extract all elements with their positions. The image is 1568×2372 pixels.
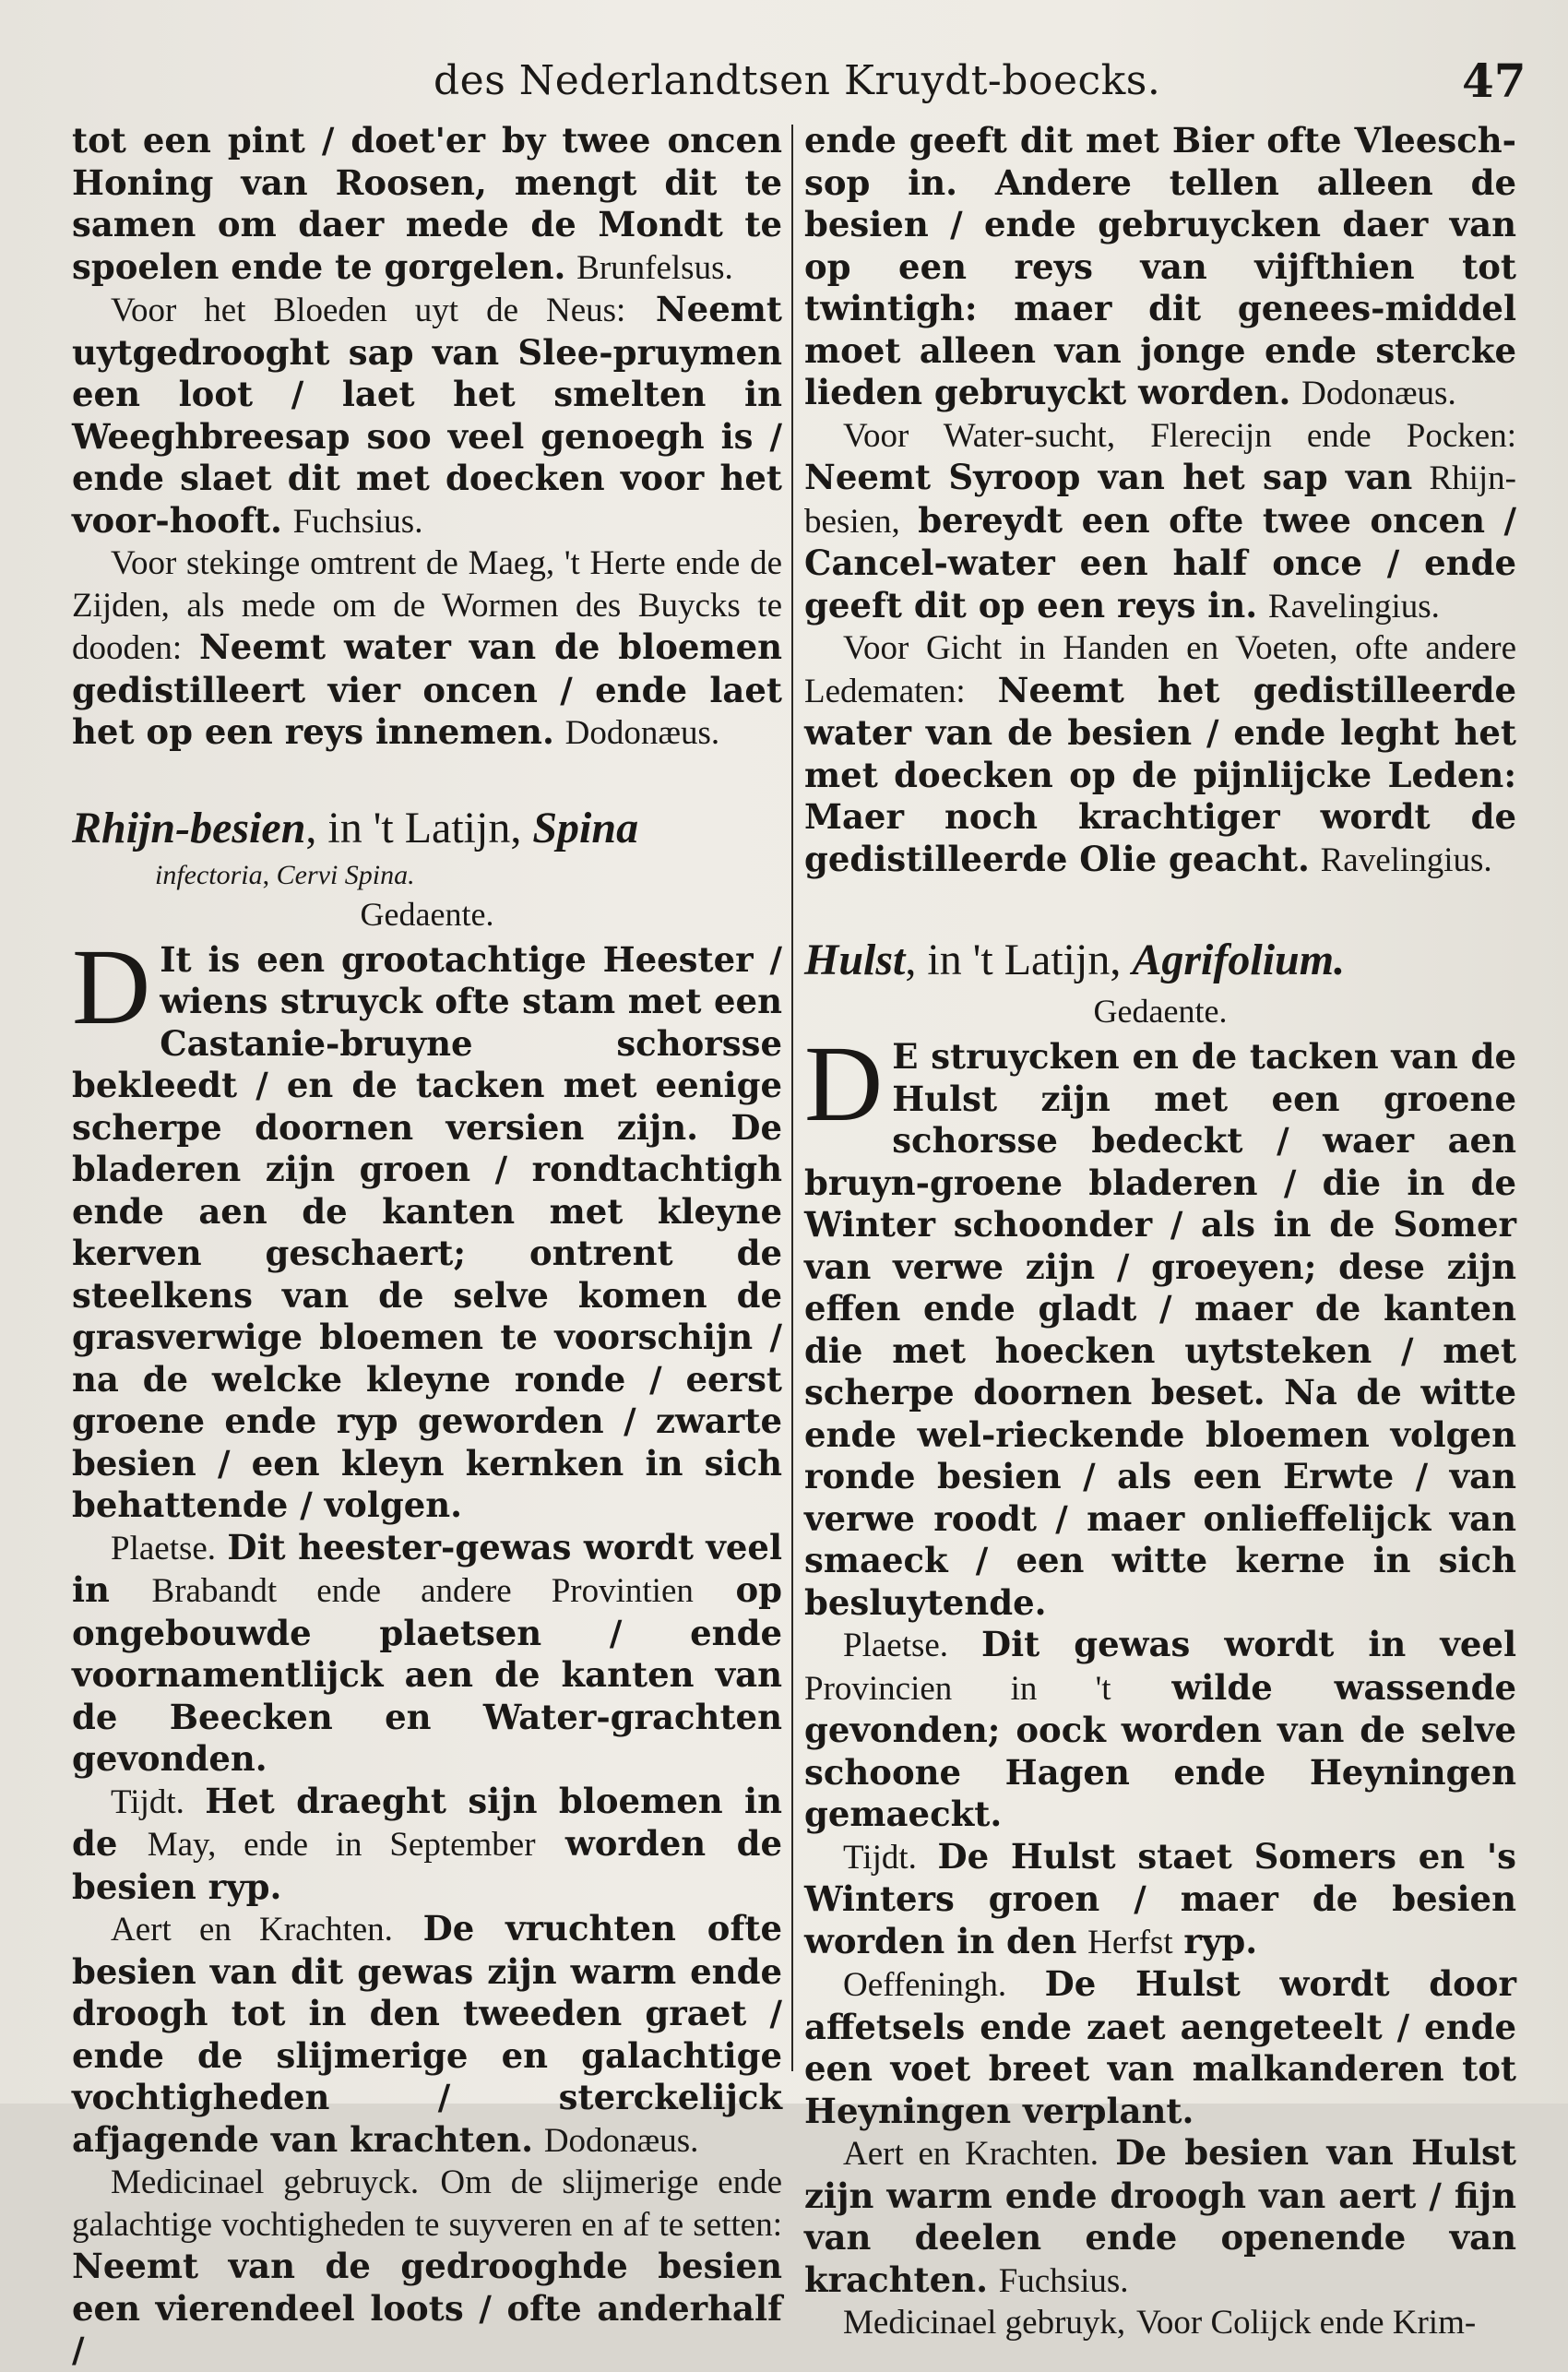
left-aert-citation: Dodonæus. xyxy=(543,2121,699,2160)
right-medic-paragraph xyxy=(804,2302,1516,2344)
right-medic-label: Medicinael gebruyk, xyxy=(843,2304,1126,2342)
right-p3-text: Neemt het gedistilleerde water van de besien / ende leght het met doecken op de pijnlijcke Leden: Maer noch krachtiger wordt de gedistilleerde Olie geacht. xyxy=(804,669,1516,879)
right-dropcap: D xyxy=(804,1023,884,1144)
column-divider xyxy=(791,125,793,2071)
right-medic-intro: Voor Colijck ende Krim- xyxy=(1135,2304,1477,2342)
right-p2-text-b: Rhijn-besien, xyxy=(804,459,1516,541)
left-aert-paragraph xyxy=(72,1908,782,2162)
left-paragraph-1 xyxy=(72,120,782,289)
right-p1-text: ende geeft dit met Bier ofte Vleesch-sop in. Andere tellen alleen de besien / ende gebruycken daer van op een reys van vijfthien tot twintigh: maer dit genees-middel moet alleen van jonge ende stercke lieden gebruyckt worden. xyxy=(804,120,1516,412)
right-oeffeningh-paragraph xyxy=(804,1963,1516,2132)
left-gedaente-label: Gedaente. xyxy=(360,895,494,933)
right-column xyxy=(804,120,1516,2344)
right-paragraph-1 xyxy=(804,120,1516,415)
right-oeffeningh-label: Oeffeningh. xyxy=(843,1966,1007,2004)
running-head xyxy=(0,54,1568,113)
right-heading-mid: , in 't Latijn, xyxy=(905,936,1122,984)
left-plaetse-text-c: op ongebouwde plaetsen / ende voornamentlijck aen de kanten van de Beecken en Water-grachten gevonden. xyxy=(72,1569,783,1779)
right-gedaente-text: E struycken en de tacken van de Hulst zijn met een groene schorsse bedeckt / waer aen bruyn-groene bladeren / die in de Winter schoonder / als in de Somer van verwe zijn / groeyen; dese zijn effen ende gladt / maer de kanten die met hoecken uytsteken / met scherpe doornen beset. Na de witte ende wel-rieckende bloemen volgen ronde besien / als een Erwte / van verwe roodt / maer onlieffelijck van smaeck / een witte kerne in sich besluytende. xyxy=(804,1036,1516,1623)
left-medic-text: Neemt van de gedrooghde besien een vierendeel loots / ofte anderhalf / xyxy=(72,2246,782,2370)
left-tijdt-paragraph xyxy=(72,1781,782,1909)
right-plaetse-label: Plaetse. xyxy=(843,1627,949,1664)
left-column xyxy=(72,120,782,2372)
left-paragraph-3 xyxy=(72,542,782,755)
right-aert-citation: Fuchsius. xyxy=(998,2261,1129,2300)
right-section-heading xyxy=(804,935,1516,986)
right-p3-citation: Ravelingius. xyxy=(1320,840,1492,879)
running-title: des Nederlandtsen Kruydt-boecks. xyxy=(434,57,1161,104)
right-p1-citation: Dodonæus. xyxy=(1301,375,1456,412)
right-heading-name: Hulst xyxy=(804,936,906,984)
right-plaetse-text-b: Provincien in 't xyxy=(804,1669,1111,1708)
left-p2-citation: Fuchsius. xyxy=(292,502,423,541)
right-gedaente-label: Gedaente. xyxy=(1093,993,1228,1030)
right-paragraph-2 xyxy=(804,415,1516,628)
left-tijdt-text-c: worden de besien ryp. xyxy=(72,1823,783,1907)
right-p2-citation: Ravelingius. xyxy=(1267,587,1440,626)
right-p2-intro: Voor Water-sucht, Flerecijn ende Pocken: xyxy=(843,416,1516,455)
left-p3-intro: Voor stekinge omtrent de Maeg, 't Herte ende de Zijden, als mede om de Wormen des Buycks te dooden: xyxy=(72,544,782,667)
right-p3-intro: Voor Gicht in Handen en Voeten, ofte andere Ledematen: xyxy=(804,629,1516,710)
left-aert-text: De vruchten ofte besien van dit gewas zijn warm ende droogh tot in den tweeden graet / ende de slijmerige en galachtige vochtigheden / sterckelijck afjagende van krachten. xyxy=(72,1908,782,2160)
left-latin-line xyxy=(72,858,782,893)
left-latin-a: infectoria xyxy=(155,859,263,890)
left-heading-mid: , in 't Latijn, xyxy=(305,803,522,852)
left-p1-text: tot een pint / doet'er by twee oncen Honing van Roosen, mengt dit te samen om daer mede de Mondt te spoelen ende te gorgelen. xyxy=(72,120,782,287)
left-plaetse-label: Plaetse. xyxy=(111,1529,217,1567)
left-aert-label: Aert en Krachten. xyxy=(111,1911,393,1949)
right-gedaente-paragraph xyxy=(804,1023,1516,1624)
right-aert-paragraph xyxy=(804,2132,1516,2302)
right-tijdt-text-a: De Hulst staet Somers en 's Winters groen / maer de besien worden in den xyxy=(804,1835,1516,1961)
right-plaetse-text-a: Dit gewas wordt in veel xyxy=(980,1624,1516,1664)
left-tijdt-label: Tijdt. xyxy=(111,1782,184,1821)
right-paragraph-3 xyxy=(804,627,1516,881)
left-medic-paragraph xyxy=(72,2162,782,2372)
left-p3-text: Neemt water van de bloemen gedistilleert vier oncen / ende laet het op een reys innemen. xyxy=(72,626,783,752)
left-dropcap: D xyxy=(72,925,151,1047)
left-paragraph-2 xyxy=(72,289,782,542)
right-aert-label: Aert en Krachten. xyxy=(843,2135,1099,2173)
right-plaetse-paragraph xyxy=(804,1624,1516,1836)
left-heading-latin: Spina xyxy=(532,803,639,852)
left-p2-intro: Voor het Bloeden uyt de Neus: xyxy=(111,292,626,329)
right-tijdt-label: Tijdt. xyxy=(843,1838,917,1877)
right-oeffeningh-text: De Hulst wordt door affetsels ende zaet aengeteelt / ende een voet breet van malkanderen tot Heyningen verplant. xyxy=(804,1963,1516,2131)
left-tijdt-text-b: May, ende in September xyxy=(147,1826,536,1864)
right-p2-text-a: Neemt Syroop van het sap van xyxy=(804,457,1413,497)
left-tijdt-text-a: Het draeght sijn bloemen in de xyxy=(72,1780,783,1864)
left-section-heading xyxy=(72,803,782,854)
right-aert-text: De besien van Hulst zijn warm ende droogh van aert / fijn van deelen ende openende van krachten. xyxy=(804,2132,1516,2300)
left-plaetse-paragraph xyxy=(72,1527,782,1781)
page-number: 47 xyxy=(1462,54,1526,108)
left-p2-text: Neemt uytgedrooght sap van Slee-pruymen een loot / laet het smelten in Weeghbreesap soo veel genoegh is / ende slaet dit met doecken voor het voor-hooft. xyxy=(72,289,782,541)
left-latin-b: Cervi Spina. xyxy=(276,859,415,890)
left-p3-citation: Dodonæus. xyxy=(564,714,720,752)
right-tijdt-text-c: ryp. xyxy=(1183,1920,1258,1961)
left-heading-name: Rhijn-besien xyxy=(72,803,306,852)
left-latin-sep: , xyxy=(262,859,270,890)
right-tijdt-paragraph xyxy=(804,1836,1516,1964)
left-medic-intro: Om de slijmerige ende galachtige vochtigheden te suyveren en af te setten: xyxy=(72,2163,782,2244)
right-plaetse-text-c: wilde wassende gevonden; oock worden van de selve schoone Hagen ende Heyningen gemaeckt. xyxy=(804,1666,1516,1834)
right-p2-text-c: bereydt een ofte twee oncen / Cancel-water een half once / ende geeft dit op een reys in. xyxy=(804,499,1516,626)
right-tijdt-text-b: Herfst xyxy=(1087,1923,1173,1961)
left-plaetse-text-b: Brabandt ende andere Provintien xyxy=(151,1572,694,1610)
left-plaetse-text-a: Dit heester-gewas wordt veel in xyxy=(72,1526,782,1610)
left-medic-label: Medicinael gebruyck. xyxy=(111,2163,420,2201)
left-p1-citation: Brunfelsus. xyxy=(576,248,733,287)
left-gedaente-text: It is een grootachtige Heester / wiens struyck ofte stam met een Castanie-bruyne schorsse bekleedt / en de tacken met eenige scherpe doornen versien zijn. De bladeren zijn groen / rondtachtigh ende aen de kanten met kleyne kerven geschaert; ontrent de steelkens van de selve komen de grasverwige bloemen te voorschijn / na de welcke kleyne ronde / eerst groene ende ryp geworden / zwarte besien / een kleyn kernken in sich behattende / volgen. xyxy=(72,938,782,1525)
left-gedaente-paragraph xyxy=(72,925,782,1527)
right-heading-latin: Agrifolium. xyxy=(1132,936,1346,984)
